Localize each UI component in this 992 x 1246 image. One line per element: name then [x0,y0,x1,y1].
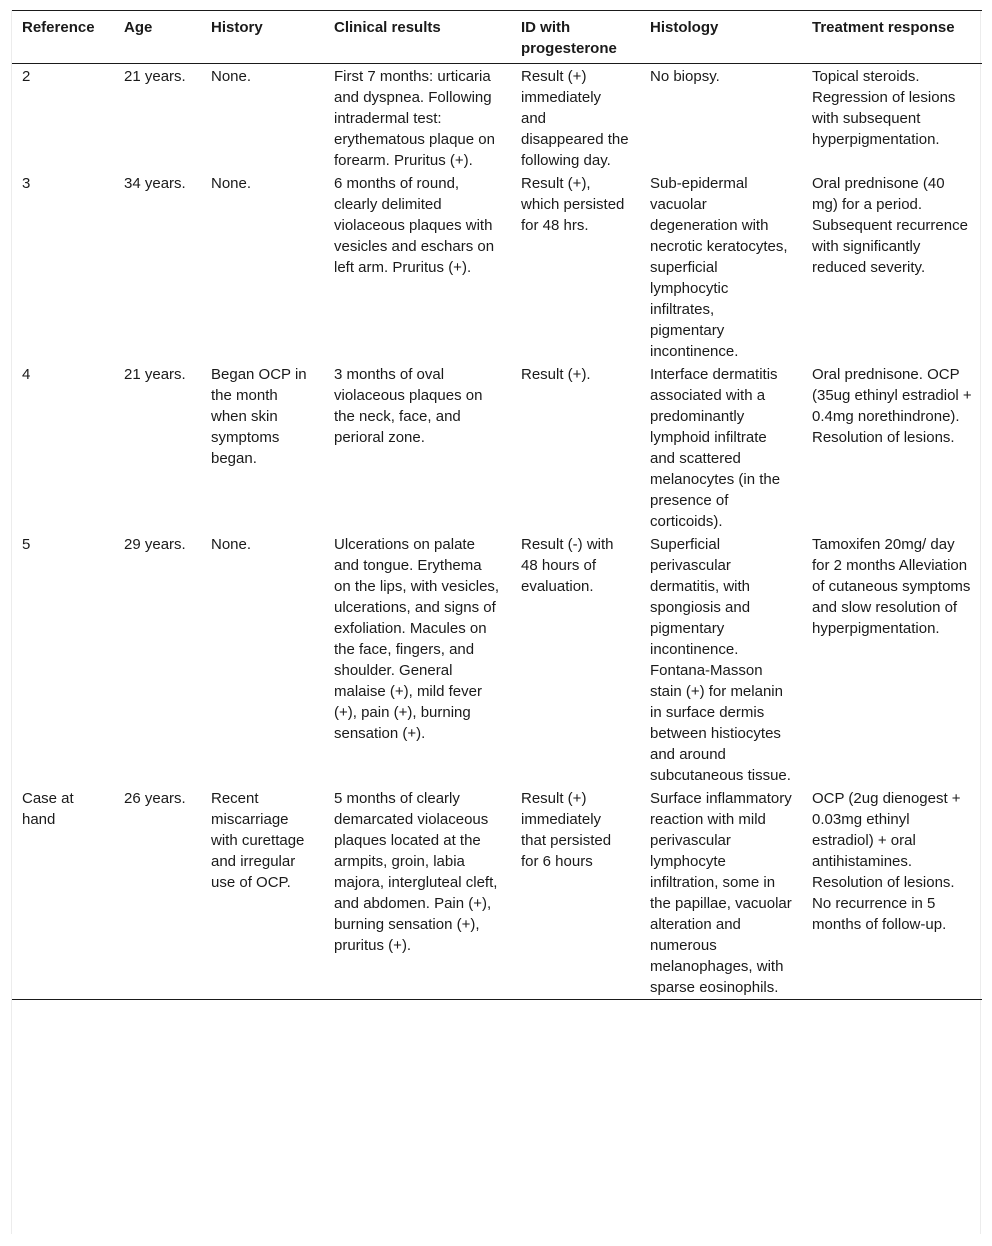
cell-histology: No biopsy. [650,68,720,85]
header-history: History [211,19,263,36]
cell-history: Began OCP in the month when skin symptoms began. [211,366,307,467]
table-header [12,11,982,64]
cell-treatment-response: Oral prednisone. OCP (35ug ethinyl estradiol + 0.4mg norethindrone). Resolution of lesions. [812,366,972,446]
cell-reference: 2 [22,68,31,85]
cell-reference: 3 [22,175,31,192]
cell-age: 29 years. [124,536,186,553]
cell-age: 26 years. [124,790,186,807]
cell-id-with-progesterone: Result (+) immediately and disappeared the following day. [521,68,629,169]
table-row [12,363,982,533]
cell-id-with-progesterone: Result (-) with 48 hours of evaluation. [521,536,614,595]
cell-treatment-response: Topical steroids. Regression of lesions with subsequent hyperpigmentation. [812,68,956,148]
cell-clinical-results: 3 months of oval violaceous plaques on the neck, face, and perioral zone. [334,366,483,446]
header-histology: Histology [650,19,719,36]
cell-clinical-results: 6 months of round, clearly delimited violaceous plaques with vesicles and eschars on left arm. Pruritus (+). [334,175,495,276]
cell-id-with-progesterone: Result (+) immediately that persisted for 6 hours [521,790,612,870]
cell-reference: Case at hand [22,790,74,828]
cell-age: 21 years. [124,366,186,383]
cell-treatment-response: OCP (2ug dienogest + 0.03mg ethinyl estradiol) + oral antihistamines. Resolution of lesions. No recurrence in 5 months of follow-up. [812,790,961,933]
cell-history: None. [211,68,252,85]
cell-clinical-results: Ulcerations on palate and tongue. Erythema on the lips, with vesicles, ulcerations, and signs of exfoliation. Macules on the face, fingers, and shoulder. General malaise (+), mild fever (+), pain (+), burning sensation (+). [334,536,500,742]
table-row [12,64,982,173]
header-id-with-progesterone: ID with progesterone [521,19,617,57]
table-container [11,10,981,1234]
header-row [12,11,982,64]
cell-reference: 5 [22,536,31,553]
cell-histology: Surface inflammatory reaction with mild perivascular lymphocyte infiltration, some in the papillae, vacuolar alteration and numerous melanophages, with sparse eosinophils. [650,790,792,996]
cell-history: Recent miscarriage with curettage and irregular use of OCP. [211,790,305,891]
cell-id-with-progesterone: Result (+), which persisted for 48 hrs. [521,175,625,234]
header-treatment-response: Treatment response [812,19,955,36]
cell-age: 21 years. [124,68,186,85]
cell-history: None. [211,175,252,192]
cell-histology: Interface dermatitis associated with a predominantly lymphoid infiltrate and scattered melanocytes (in the presence of corticoids). [650,366,781,530]
cell-treatment-response: Tamoxifen 20mg/ day for 2 months Alleviation of cutaneous symptoms and slow resolution of hyperpigmentation. [812,536,971,637]
cell-clinical-results: First 7 months: urticaria and dyspnea. Following intradermal test: erythematous plaque on forearm. Pruritus (+). [334,68,495,169]
header-age: Age [124,19,153,36]
cell-clinical-results: 5 months of clearly demarcated violaceous plaques located at the armpits, groin, labia majora, intergluteal cleft, and abdomen. Pain (+), burning sensation (+), pruritus (+). [334,790,498,954]
table-row [12,533,982,787]
cell-age: 34 years. [124,175,186,192]
table-row [12,787,982,1000]
cell-histology: Superficial perivascular dermatitis, with spongiosis and pigmentary incontinence. Fontana-Masson stain (+) for melanin in surface dermis between histiocytes and around subcutaneous tissue. [650,536,791,784]
header-reference: Reference [22,19,95,36]
table-row [12,172,982,363]
cell-id-with-progesterone: Result (+). [521,366,591,383]
cell-history: None. [211,536,252,553]
header-clinical-results: Clinical results [334,19,441,36]
table-body [12,64,982,1000]
case-comparison-table [12,10,982,1000]
cell-treatment-response: Oral prednisone (40 mg) for a period. Subsequent recurrence with significantly reduced severity. [812,175,968,276]
cell-reference: 4 [22,366,31,383]
cell-histology: Sub-epidermal vacuolar degeneration with necrotic keratocytes, superficial lymphocytic infiltrates, pigmentary incontinence. [650,175,788,360]
